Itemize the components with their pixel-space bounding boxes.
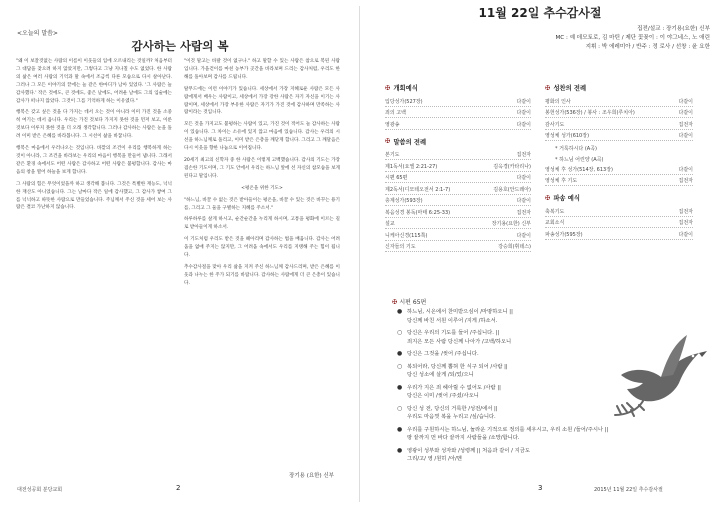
order-row (545, 205, 693, 217)
verse-line: 당신은 이미 /씻어 /주셨/사오니 (407, 393, 479, 399)
order-row (385, 118, 531, 130)
page-number-right: 3 (538, 484, 543, 492)
psalm-heading (392, 297, 426, 306)
sermon-title: 감사하는 사람의 복 (131, 39, 229, 53)
section-title: 말씀의 전례 (393, 138, 427, 146)
order-role: 다같이 (516, 121, 531, 128)
verse-line: 당신은 우리의 기도를 들어 /주십니다. || (407, 330, 500, 336)
cross-icon: ✠ (385, 83, 391, 92)
order-item: 니케아신경(115쪽) (385, 232, 428, 239)
section-heading (385, 83, 531, 92)
verse-bullet: ○ (397, 404, 403, 412)
section-tag: <오늘의 말씀> (17, 30, 58, 37)
credits-line: MC : 예 데모토로, 김 마틴 / 제단 꽃꽂이 : 이 야그네스, 노 애린 (555, 35, 710, 41)
paragraph: 하루하루를 살게 하시고, 순간순간을 누리게 하시며, 고통을 평화에 이르는 길로 받아들이게 하소서. (184, 217, 340, 231)
order-row (385, 195, 531, 207)
order-item: 축복기도 (545, 208, 565, 215)
order-role: 집전자 (516, 209, 531, 216)
verse-line: 복되어라, 당신께 뽑혀 한 식구 되어 /사람 || (407, 363, 508, 370)
order-row (385, 183, 531, 195)
order-role: 김용호(안드레아) (493, 186, 531, 193)
order-item: 영광송 (385, 121, 400, 128)
order-row (385, 229, 531, 241)
paragraph: 모든 것을 가지고도 불평하는 사람이 있고, 가진 것이 적어도 늘 감사하는 사람이 있습니다. 그 차이는 소유에 있지 않고 마음에 있습니다. 감사는 우리의 시선을 하느님께로 돌리고, 이미 받은 은총을 깨닫게 합니다. 그리고 그 깨달음은 다시 이웃을 향한 나눔으로 이어집니다. (184, 122, 340, 152)
order-item: 제1독서(요엘 2:21-27) (385, 163, 438, 170)
verse-line: 영광이 성부와 성자와 /성령께 || 처음과 같이 / 지금도 (407, 447, 530, 454)
verse-line: 우리도 마음껏 복을 누리고 /싶/습니다. (407, 414, 496, 420)
section-heading (385, 137, 531, 146)
order-item: 제2독서(디모테오전서 2:1-7) (385, 186, 451, 193)
verse-line: 당신께 바친 서원 이루어 /지게 /하소서. (407, 317, 498, 324)
order-item: 영성체 후 기도 (545, 178, 578, 184)
sermon-column-1 (16, 58, 172, 216)
paragraph: 추수감사절을 맞아 우리 삶을 지켜 주신 하느님께 감사드리며, 받은 은혜를 이웃과 나누는 한 주가 되기를 바랍니다. 감사하는 사람에게 더 큰 은총이 있습니다. (184, 264, 340, 286)
order-item: 교회소식 (545, 220, 565, 226)
order-row (545, 217, 693, 229)
order-row (385, 218, 531, 230)
verse-bullet: ● (397, 446, 403, 454)
order-row (545, 175, 693, 187)
footer-right: 2015년 11월 22일 추수감사절 (594, 487, 663, 493)
order-role: 다같이 (678, 231, 693, 238)
order-item: 입당성가(527장) (385, 98, 423, 105)
psalm-verse (397, 447, 697, 456)
verse-line: 우리를 구원하시는 하느님, 놀라운 기적으로 정의를 세우시고, 우리 소원 /들어/주시나 || (407, 426, 609, 433)
dove-icon (603, 323, 713, 433)
order-row (385, 160, 531, 172)
footer-left: 대전성공회 분당교회 (17, 487, 63, 493)
order-role: 다같이 (516, 175, 531, 181)
order-column-left (385, 80, 531, 252)
section-title: 성찬의 전례 (553, 85, 587, 92)
cross-icon: ✠ (545, 83, 551, 92)
verse-bullet: ○ (397, 362, 403, 370)
order-item: 복음성경 봉독(마태 6:25-33) (385, 209, 451, 216)
order-item: 영성체 성가(610장) (545, 133, 590, 139)
credits-line: 집전/설교 : 장기용(요한) 신부 (637, 26, 710, 32)
order-row (545, 107, 693, 119)
order-row (545, 163, 693, 175)
order-subitem: * 하느님 어린양 (A곡) (555, 157, 604, 163)
paragraph: 행복은 갖고 싶은 것을 다 가지는 데서 오는 것이 아니라 이미 가진 것을 소중히 여기는 데서 옵니다. 우리는 가진 것보다 가지지 못한 것을 먼저 보고, 이룬 것보다 이루지 못한 것을 더 오래 생각합니다. 그러나 감사하는 사람은 눈을 돌려 이미 받은 은혜를 바라봅니다. 그 시선이 삶을 바꿉니다. (16, 110, 172, 140)
paragraph: "이것 말고는 바랄 것이 없구나." 하고 말할 수 있는 사람은 참으로 복된 사람입니다. 가을걷이를 마친 농부가 곳간을 바라보며 드리는 감사처럼, 우리도 한 해를 돌아보며 감사를 드립니다. (184, 59, 340, 80)
order-role: 강승희(휘데스) (498, 244, 531, 250)
order-item: 신자들의 기도 (385, 244, 416, 250)
order-row (385, 95, 531, 107)
psalm-title: 시편 65편 (399, 299, 427, 306)
verse-bullet: ○ (397, 329, 403, 336)
section-title: 개회예식 (393, 85, 418, 92)
credits-line: 지휘 : 박 에레미아 / 반주 : 정 로사 / 선창 : 윤 요한 (585, 44, 710, 50)
order-role: 다같이 (678, 133, 693, 139)
order-item: 죄의 고백 (385, 110, 406, 116)
order-item: 영성체 후 성가(514장, 613장) (545, 166, 613, 173)
order-row (385, 241, 531, 253)
order-column-right (545, 80, 693, 240)
order-role: 장기용(요한) 신부 (491, 221, 531, 227)
cross-icon: ✠ (392, 298, 398, 306)
order-row (545, 228, 693, 240)
verse-line: 당신은 그것을 /씻어 /주십니다. (407, 351, 479, 357)
verse-line: 그리/고/ 영 /원히 /아/멘 (407, 456, 462, 462)
verse-line: 당신 성소에 살게 /되/었/으니 (407, 372, 474, 378)
order-row (545, 95, 693, 107)
order-row (385, 172, 531, 184)
verse-bullet: ● (397, 308, 403, 315)
order-row (385, 149, 531, 161)
verse-bullet: ● (397, 350, 403, 357)
order-role: 다같이 (678, 110, 693, 116)
order-subitem: * 거룩하시다 (A곡) (555, 146, 597, 152)
psalm-verse (397, 308, 697, 317)
order-item: 평화의 인사 (545, 98, 571, 105)
paragraph: 행복은 마음에서 우러나오는 것입니다. 바깥의 조건이 우리를 행복하게 하는 것이 아니라, 그 조건을 바라보는 우리의 마음이 행복을 만들어 냅니다. 그래서 같은 환경 속에서도 어떤 사람은 감사하고 어떤 사람은 불평합니다. 감사는 마음의 창을 열어 하늘을 보게 합니다. (16, 146, 172, 175)
page-number-left: 2 (176, 484, 181, 492)
section-heading (545, 193, 693, 202)
verse-line: 하느님, 시온에서 찬미받으심이 /마땅하오니 || (407, 309, 513, 315)
paragraph: "하느님, 바꿀 수 없는 것은 받아들이는 평온을, 바꿀 수 있는 것은 바꾸는 용기를, 그리고 그 둘을 구별하는 지혜를 주소서." (184, 197, 340, 211)
order-role: 다같이 (678, 98, 693, 105)
order-row (545, 130, 693, 142)
order-role: 집전자 (678, 220, 693, 226)
order-role: 집전자 (678, 208, 693, 215)
cross-icon: ✠ (385, 137, 391, 145)
verse-line: 당신 성 전, 당신의 거룩한 /성전/에서 || (407, 405, 498, 412)
order-role: 다같이 (516, 110, 531, 116)
order-item: 시편 65편 (385, 175, 408, 181)
verse-bullet: ● (397, 383, 403, 391)
order-role: 집전자 (678, 178, 693, 184)
verse-line: 죄지은 모든 사람 당신께 나아가 /고백/하오니 (407, 338, 512, 345)
sermon-column-2 (184, 58, 340, 292)
order-role: 다같이 (516, 198, 531, 204)
cross-icon: ✠ (545, 193, 551, 202)
order-role: 다같이 (678, 166, 693, 173)
verse-line: 우리가 지은 죄 헤아릴 수 없어도 /사람 || (407, 384, 501, 391)
prayer-heading: <평온을 위한 기도> (241, 185, 283, 191)
order-role: 집전자 (678, 121, 693, 128)
order-item: 본기도 (385, 152, 400, 158)
paragraph: 탈무드에는 이런 이야기가 있습니다. 세상에서 가장 지혜로운 사람은 모든 사람에게서 배우는 사람이고, 세상에서 가장 강한 사람은 자기 자신을 이기는 사람이며, 세상에서 가장 부유한 사람은 자기가 가진 것에 감사하며 만족하는 사람이라는 것입니다. (184, 86, 340, 116)
order-role: 김옥경(카타리나) (493, 163, 531, 170)
section-heading (545, 83, 693, 92)
order-row (545, 118, 693, 130)
verse-bullet: ● (397, 425, 403, 433)
order-role: 집전자 (516, 152, 531, 158)
order-role: 다같이 (516, 232, 531, 239)
order-item: 감사기도 (545, 121, 565, 128)
order-row (385, 206, 531, 218)
order-role: 다같이 (516, 98, 531, 105)
verse-line: 땅 끝까지 먼 바다 끝까지 사람들을 /소망/합니다. (407, 435, 520, 441)
signature: 장기용 (요한) 신부 (289, 473, 334, 479)
service-title: 11월 22일 추수감사절 (478, 6, 602, 20)
paragraph: 그 사람의 힘은 무엇이었을까 하고 생각해 봅니다. 그것은 특별한 재능도, 넉넉한 재산도 아니었습니다. 그는 날마다 작은 일에 감사했고, 그 감사가 쌓여 그를 넉넉하고 따뜻한 사람으로 만들었습니다. 주님께서 주신 것을 세어 보는 사람은 결코 가난하지 않습니다. (16, 181, 172, 211)
paragraph: "왜 이 보잘것없는 사람의 이름이 이웃들의 입에 오르내리는 것일까? 처음부터 그 대답을 찾으려 하지 않았지만, 그렇다고 그냥 지나칠 수도 없었다. 한 사람의 삶은 여러 사람의 기억과 말 속에서 조금씩 다른 모습으로 다시 살아난다. 그러나 그 모든 이야기의 끝에는 늘 같은 한마디가 남아 있었다. '그 사람은 늘 감사했다.' 작은 것에도, 큰 것에도, 좋은 날에도, 어려운 날에도 그의 입술에는 감사가 떠나지 않았다. 그것이 그를 기억하게 하는 이유였다." (16, 59, 172, 104)
order-item: 설교 (385, 221, 395, 227)
order-row (385, 107, 531, 119)
paragraph: 이 기도처럼 우리도 받은 것을 헤아리며 감사하는 법을 배웁니다. 감사는 어려움을 없애 주지는 않지만, 그 어려움 속에서도 우리를 지탱해 주는 힘이 됩니다. (184, 237, 340, 259)
paragraph: 20세기 최고의 신학자 중 한 사람은 이렇게 고백했습니다. 감사의 기도는 가장 겸손한 기도이며, 그 기도 안에서 우리는 하느님 앞에 선 자신의 참모습을 보게 된다고 말입니다. (184, 157, 340, 179)
section-title: 파송 예식 (553, 195, 580, 202)
order-item: 파송성가(595장) (545, 231, 583, 238)
order-item: 봉헌성가(536장) / 봉사 : 조우희(루치아) (545, 110, 635, 116)
order-item: 층계성가(593장) (385, 198, 423, 204)
